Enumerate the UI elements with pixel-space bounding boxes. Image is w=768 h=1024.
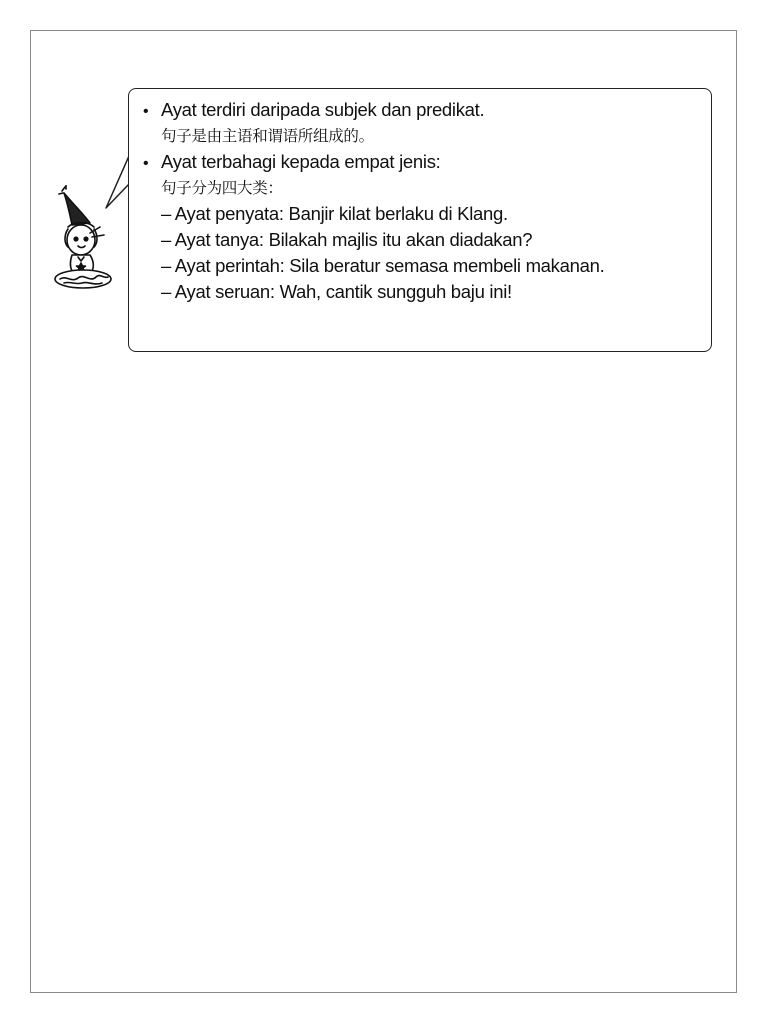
- note-translation: [143, 175, 697, 201]
- sentence-type-penyata: – Ayat penyata: Banjir kilat berlaku di Klang.: [161, 203, 508, 224]
- sentence-type-item: [143, 227, 697, 253]
- sentence-type-item: [143, 253, 697, 279]
- note-item: [143, 97, 697, 123]
- bullet-point: •: [143, 155, 149, 172]
- note-translation: [143, 123, 697, 149]
- sentence-type-item: [143, 201, 697, 227]
- sentence-type-perintah: – Ayat perintah: Sila beratur semasa membeli makanan.: [161, 255, 605, 276]
- sentence-type-item: [143, 279, 697, 305]
- translation-text: 句子分为四大类：: [161, 179, 283, 197]
- bullet-point: •: [143, 103, 149, 120]
- sentence-type-tanya: – Ayat tanya: Bilakah majlis itu akan diadakan?: [161, 229, 533, 250]
- note-text: Ayat terbahagi kepada empat jenis:: [161, 151, 441, 172]
- sentence-type-seruan: – Ayat seruan: Wah, cantik sungguh baju ini!: [161, 281, 512, 302]
- speech-bubble-notes: [128, 88, 712, 352]
- notes-list: [143, 97, 697, 305]
- note-text: Ayat terdiri daripada subjek dan predikat.: [161, 99, 485, 120]
- note-item: [143, 149, 697, 175]
- translation-text: 句子是由主语和谓语所组成的。: [161, 127, 374, 145]
